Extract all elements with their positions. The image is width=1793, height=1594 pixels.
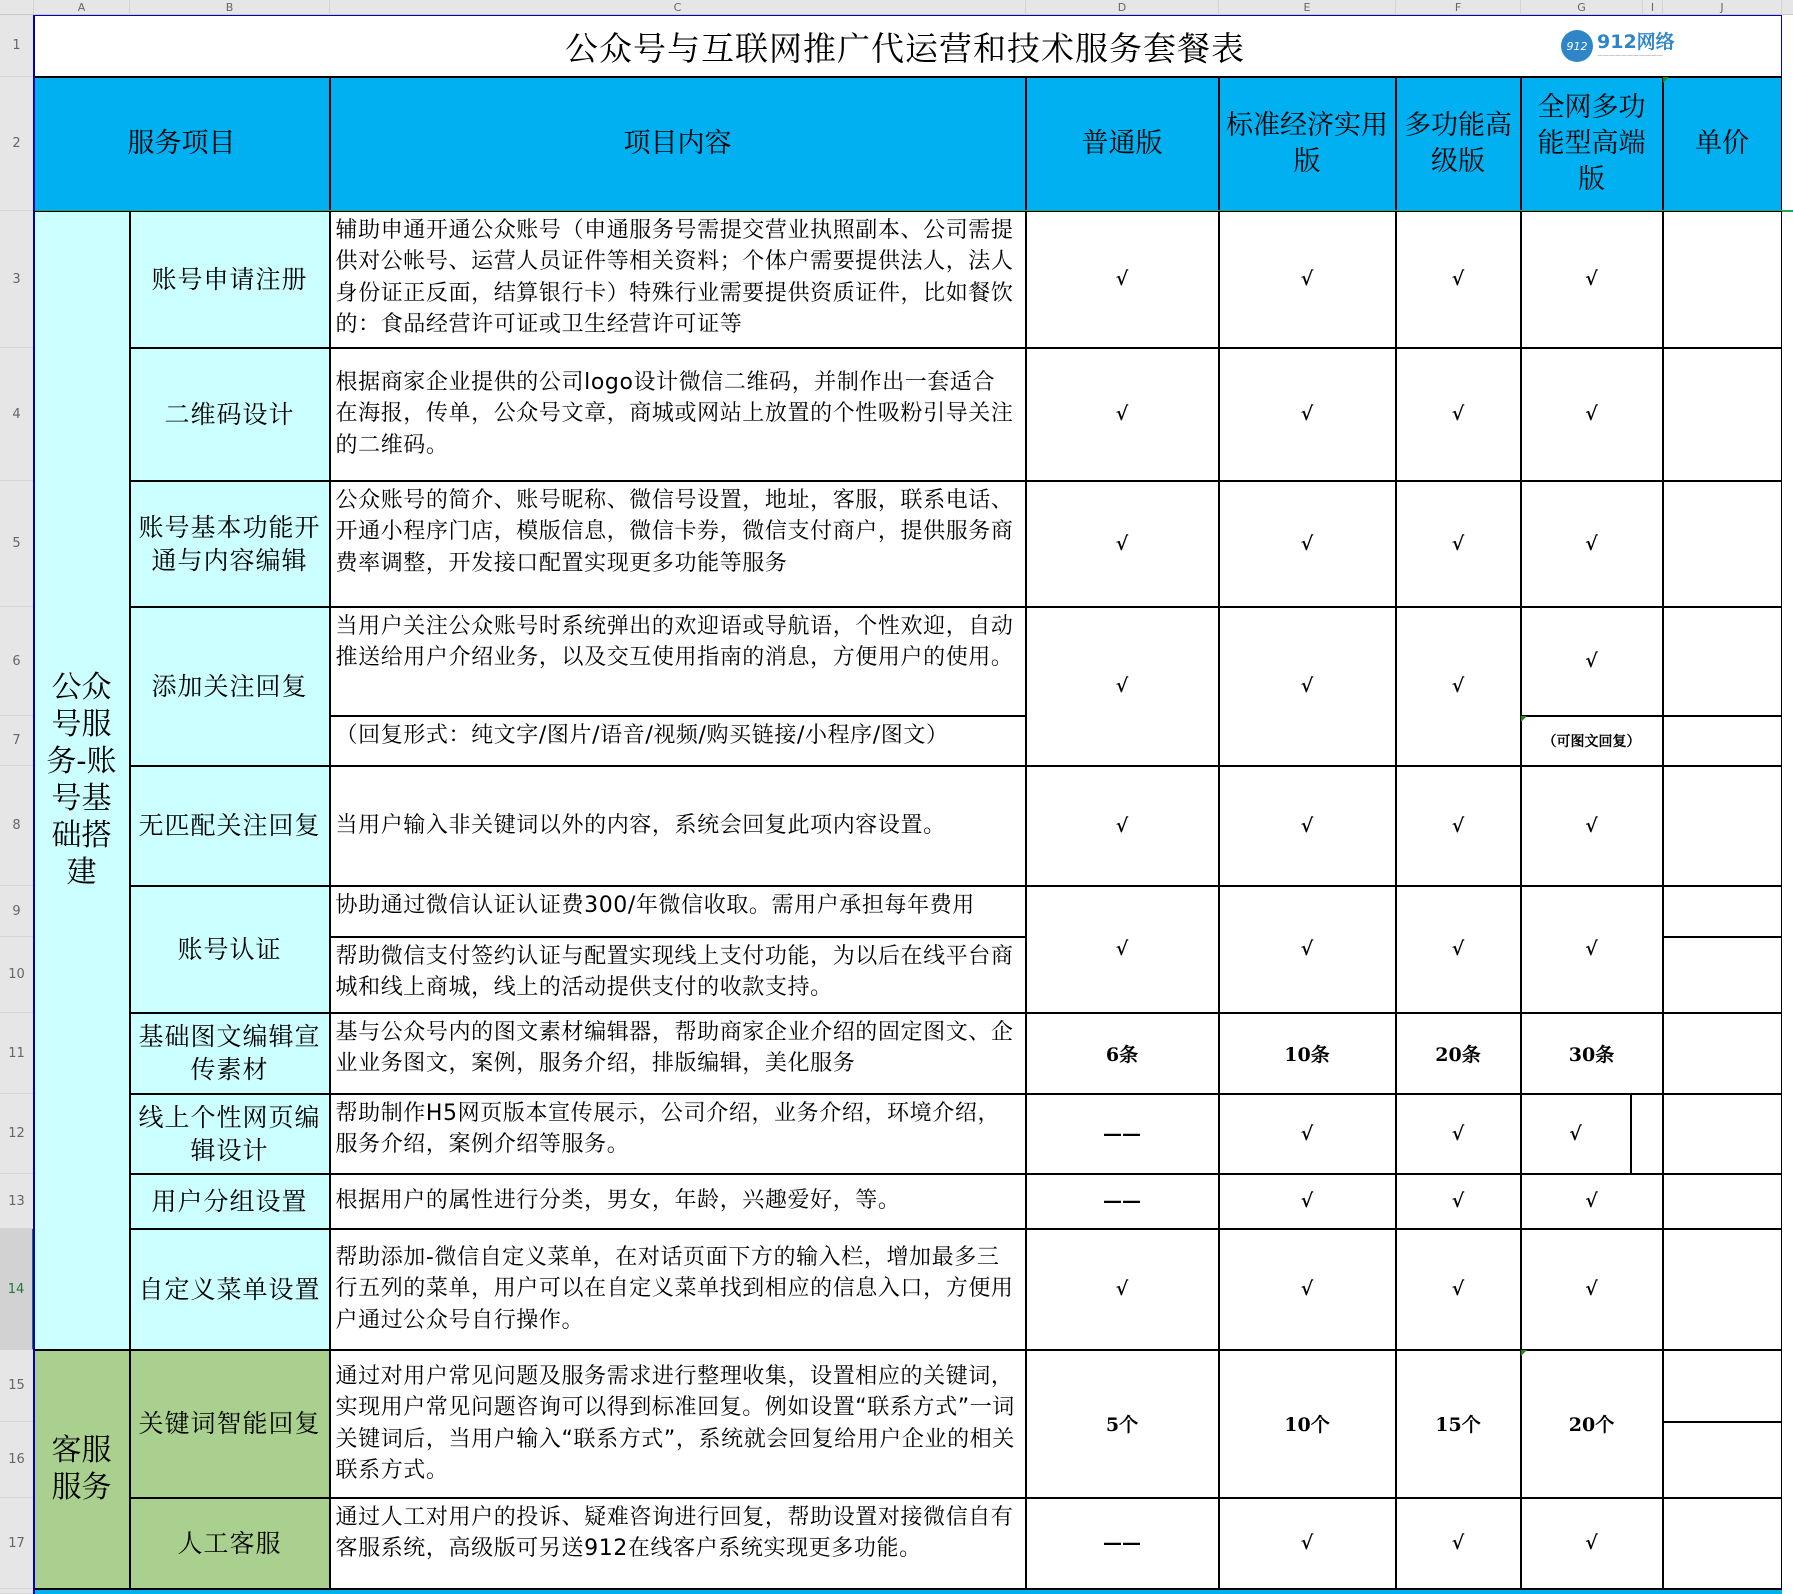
header-unit-price[interactable]	[1663, 77, 1782, 211]
price-cell[interactable]	[1663, 766, 1782, 886]
row-header-13[interactable]: 13	[0, 1174, 34, 1229]
item-desc-qr-design[interactable]	[330, 348, 1026, 481]
check-icon: √	[1300, 938, 1314, 960]
check-icon: √	[1451, 1122, 1465, 1145]
item-desc-basic-articles[interactable]	[330, 1013, 1026, 1094]
value-cell[interactable]	[1219, 481, 1396, 607]
value-cell[interactable]	[1026, 607, 1219, 766]
row-header-7[interactable]: 7	[0, 716, 34, 766]
value-cell[interactable]	[1396, 481, 1521, 607]
value-cell[interactable]	[1219, 211, 1396, 348]
check-icon: √	[1115, 403, 1129, 425]
value-cell[interactable]	[1396, 348, 1521, 481]
value-cell[interactable]	[1521, 1229, 1663, 1350]
check-icon: √	[1300, 675, 1314, 697]
item-desc-manual-service[interactable]	[330, 1498, 1026, 1589]
column-header-filler	[1782, 0, 1793, 15]
value-cell[interactable]	[1521, 1013, 1663, 1094]
item-desc-text: （回复形式：纯文字/图片/语音/视频/购买链接/小程序/图文）	[335, 722, 949, 748]
item-name-account-verification[interactable]	[130, 886, 330, 1013]
check-icon: √	[1451, 814, 1465, 837]
item-name-account-registration[interactable]	[130, 211, 330, 348]
check-icon: √	[1300, 814, 1314, 837]
item-name-h5-page[interactable]	[130, 1094, 330, 1174]
check-icon: √	[1451, 403, 1465, 425]
dash-icon: ——	[1103, 1190, 1141, 1212]
row-header-1[interactable]: 1	[0, 15, 34, 77]
item-name-basic-functions[interactable]	[130, 481, 330, 607]
quantity-value: 5个	[1105, 1414, 1139, 1436]
value-cell[interactable]	[1219, 1350, 1396, 1498]
check-icon: √	[1300, 1190, 1314, 1212]
value-cell[interactable]	[1219, 886, 1396, 1013]
item-desc-text: 根据用户的属性进行分类，男女，年龄，兴趣爱好，等。	[335, 1188, 901, 1214]
value-cell[interactable]	[1219, 1229, 1396, 1350]
item-name-label: 线上个性网页编辑设计	[138, 1102, 321, 1165]
value-cell[interactable]	[1396, 1498, 1521, 1589]
check-icon: √	[1585, 403, 1598, 425]
item-name-keyword-reply[interactable]	[130, 1350, 330, 1498]
value-cell[interactable]	[1396, 1174, 1521, 1229]
value-cell[interactable]	[1219, 1013, 1396, 1094]
header-plan-standard-label: 标准经济实用版	[1226, 109, 1388, 177]
quantity-value: 15个	[1435, 1414, 1481, 1436]
header-plan-basic[interactable]	[1026, 77, 1219, 211]
item-name-label: 账号基本功能开通与内容编辑	[138, 512, 321, 575]
group-customer-service-label: 客服服务	[51, 1433, 112, 1505]
row-header-18[interactable]	[0, 1589, 34, 1594]
price-cell[interactable]	[1663, 1174, 1782, 1229]
column-header-g[interactable]: G	[1521, 0, 1643, 15]
item-name-label: 关键词智能回复	[138, 1409, 321, 1438]
header-plan-basic-label: 普通版	[1081, 127, 1163, 159]
check-icon: √	[1585, 1532, 1598, 1554]
column-header-f[interactable]: F	[1396, 0, 1521, 15]
price-cell[interactable]	[1663, 886, 1782, 937]
check-icon: √	[1115, 675, 1129, 697]
dash-icon: ——	[1103, 1532, 1141, 1554]
row-header-14[interactable]: 14	[0, 1229, 34, 1350]
column-header-c[interactable]: C	[330, 0, 1026, 15]
item-desc-text: 帮助添加-微信自定义菜单，在对话页面下方的输入栏，增加最多三行五列的菜单，用户可以在自定义菜单找到相应的信息入口，方便用户通过公众号自行操作。	[335, 1244, 1014, 1333]
item-desc-text: 辅助申通开通公众账号（申通服务号需提交营业执照副本、公司需提供对公帐号、运营人员证件等相关资料；个体户需要提供法人，法人身份证正反面，结算银行卡）特殊行业需要提供资质证件，比如餐饮的：食品经营许可证或卫生经营许可证等	[335, 217, 1014, 337]
check-icon: √	[1585, 1190, 1598, 1212]
price-cell[interactable]	[1663, 1350, 1782, 1422]
column-header-a[interactable]: A	[34, 0, 130, 15]
group-account-setup[interactable]	[34, 211, 130, 1350]
check-icon: √	[1585, 532, 1598, 555]
logo-mark-icon: 912	[1561, 30, 1593, 62]
item-name-label: 二维码设计	[164, 399, 295, 429]
check-icon: √	[1115, 1278, 1129, 1300]
value-cell[interactable]	[1219, 607, 1396, 766]
price-cell[interactable]	[1663, 348, 1782, 481]
header-content-label: 项目内容	[623, 127, 732, 159]
price-cell[interactable]	[1663, 937, 1782, 1013]
value-cell[interactable]	[1521, 1094, 1631, 1174]
value-cell[interactable]	[1219, 1498, 1396, 1589]
dash-icon: ——	[1103, 1122, 1141, 1145]
comment-indicator-icon	[1521, 1350, 1527, 1356]
value-cell[interactable]	[1026, 1174, 1219, 1229]
check-icon: √	[1300, 1532, 1314, 1554]
check-icon: √	[1451, 532, 1465, 555]
value-cell[interactable]	[1521, 481, 1663, 607]
item-name-label: 账号申请注册	[151, 264, 308, 294]
value-cell[interactable]	[1521, 348, 1663, 481]
check-icon: √	[1115, 938, 1129, 960]
header-content[interactable]	[330, 77, 1026, 211]
row-header-9[interactable]: 9	[0, 886, 34, 937]
value-cell[interactable]	[1396, 607, 1521, 766]
value-cell[interactable]	[1521, 1350, 1663, 1498]
value-cell[interactable]	[1026, 348, 1219, 481]
quantity-value: 20条	[1435, 1043, 1481, 1066]
item-desc-text: 根据商家企业提供的公司logo设计微信二维码，并制作出一套适合在海报，传单，公众号文章，商城或网站上放置的个性吸粉引导关注的二维码。	[335, 369, 1014, 458]
price-cell[interactable]	[1663, 1094, 1782, 1174]
row-header-12[interactable]: 12	[0, 1094, 34, 1174]
check-icon: √	[1451, 1190, 1465, 1212]
quantity-value: 30条	[1568, 1043, 1615, 1066]
value-cell[interactable]	[1026, 1094, 1219, 1174]
item-desc-text: 当用户输入非关键词以外的内容，系统会回复此项内容设置。	[335, 812, 946, 838]
check-icon: √	[1569, 1122, 1582, 1145]
row-header-15[interactable]: 15	[0, 1350, 34, 1422]
item-name-label: 用户分组设置	[151, 1186, 308, 1216]
row-header-8[interactable]: 8	[0, 766, 34, 886]
quantity-value: 6条	[1105, 1043, 1139, 1066]
column-header-i[interactable]: I	[1643, 0, 1663, 15]
item-desc-account-registration[interactable]	[330, 211, 1026, 348]
item-desc-keyword-reply[interactable]	[330, 1350, 1026, 1498]
item-name-label: 账号认证	[177, 934, 282, 964]
group-account-setup-label: 公众号服务-账号基础搭建	[46, 670, 117, 890]
item-desc-basic-functions[interactable]	[330, 481, 1026, 607]
value-cell[interactable]	[1396, 886, 1521, 1013]
item-name-label: 自定义菜单设置	[138, 1274, 321, 1304]
price-cell[interactable]	[1663, 716, 1782, 766]
check-icon: √	[1300, 532, 1314, 555]
value-cell[interactable]	[1396, 1013, 1521, 1094]
item-name-basic-articles[interactable]	[130, 1013, 330, 1094]
value-cell[interactable]	[1521, 607, 1663, 716]
value-cell[interactable]	[1396, 1094, 1521, 1174]
check-icon: √	[1585, 938, 1598, 960]
next-row-band	[34, 1589, 1782, 1594]
check-icon: √	[1300, 268, 1314, 290]
item-name-no-match-reply[interactable]	[130, 766, 330, 886]
value-cell[interactable]	[1219, 1094, 1396, 1174]
price-cell[interactable]	[1663, 1422, 1782, 1498]
row-header-10[interactable]: 10	[0, 937, 34, 1013]
note-cell[interactable]	[1521, 716, 1663, 766]
column-header-j[interactable]: J	[1663, 0, 1782, 15]
item-name-follow-reply[interactable]	[130, 607, 330, 766]
header-plan-standard[interactable]	[1219, 77, 1396, 211]
header-plan-advanced[interactable]	[1396, 77, 1521, 211]
price-cell[interactable]	[1663, 1229, 1782, 1350]
title-cell[interactable]	[330, 15, 1480, 77]
value-cell[interactable]	[1521, 1174, 1663, 1229]
item-name-user-groups[interactable]	[130, 1174, 330, 1229]
check-icon: √	[1585, 268, 1598, 290]
header-plan-advanced-label: 多功能高级版	[1404, 109, 1512, 177]
check-icon: √	[1585, 650, 1598, 672]
comment-indicator-icon	[1663, 77, 1669, 83]
item-name-manual-service[interactable]	[130, 1498, 330, 1589]
value-cell[interactable]	[1026, 211, 1219, 348]
value-cell[interactable]	[1396, 211, 1521, 348]
item-desc-text: 当用户关注公众账号时系统弹出的欢迎语或导航语，个性欢迎，自动推送给用户介绍业务，以及交互使用指南的消息，方便用户的使用。	[335, 613, 1014, 670]
item-desc-account-verification[interactable]	[330, 886, 1026, 937]
row-header-4[interactable]: 4	[0, 348, 34, 481]
item-desc-text: 公众账号的简介、账号昵称、微信号设置，地址，客服，联系电话、开通小程序门店，模版信息，微信卡券，微信支付商户，提供服务商费率调整，开发接口配置实现更多功能等服务	[335, 487, 1014, 576]
check-icon: √	[1300, 403, 1314, 425]
row-header-3[interactable]: 3	[0, 211, 34, 348]
value-cell[interactable]	[1026, 766, 1219, 886]
extra-cell[interactable]	[1631, 1094, 1663, 1174]
item-desc-text: 帮助微信支付签约认证与配置实现线上支付功能，为以后在线平台商城和线上商城，线上的活动提供支付的收款支持。	[335, 943, 1014, 1000]
item-name-label: 添加关注回复	[151, 671, 308, 701]
check-icon: √	[1585, 1278, 1598, 1300]
page-title: 公众号与互联网推广代运营和技术服务套餐表	[565, 28, 1245, 68]
row-header-2[interactable]: 2	[0, 77, 34, 211]
quantity-value: 10条	[1284, 1043, 1330, 1066]
column-header-b[interactable]: B	[130, 0, 330, 15]
column-header-e[interactable]: E	[1219, 0, 1396, 15]
check-icon: √	[1300, 1278, 1314, 1300]
value-cell[interactable]	[1026, 1013, 1219, 1094]
item-desc-follow-reply-format[interactable]	[330, 716, 1026, 766]
item-desc-follow-reply[interactable]	[330, 607, 1026, 716]
value-cell[interactable]	[1219, 348, 1396, 481]
row-header-11[interactable]: 11	[0, 1013, 34, 1094]
check-icon: √	[1451, 1532, 1465, 1554]
check-icon: √	[1585, 814, 1598, 837]
item-desc-no-match-reply[interactable]	[330, 766, 1026, 886]
value-cell[interactable]	[1396, 766, 1521, 886]
item-name-custom-menu[interactable]	[130, 1229, 330, 1350]
row-header-17[interactable]: 17	[0, 1498, 34, 1589]
item-desc-h5-page[interactable]	[330, 1094, 1026, 1174]
quantity-value: 20个	[1568, 1414, 1615, 1436]
header-plan-premium-label: 全网多功能型高端版	[1537, 91, 1646, 195]
item-desc-custom-menu[interactable]	[330, 1229, 1026, 1350]
row-header-6[interactable]: 6	[0, 607, 34, 716]
price-cell[interactable]	[1663, 1498, 1782, 1589]
item-desc-text: 通过对用户常见问题及服务需求进行整理收集，设置相应的关键词，实现用户常见问题咨询可以得到标准回复。例如设置“联系方式”一词关键词后，当用户输入“联系方式”，系统就会回复给用户企业的相关联系方式。	[335, 1363, 1015, 1483]
check-icon: √	[1451, 1278, 1465, 1300]
item-name-label: 无匹配关注回复	[138, 811, 321, 840]
item-desc-payment-verification[interactable]	[330, 937, 1026, 1013]
logo-text: 912网络	[1597, 31, 1675, 53]
item-name-label: 基础图文编辑宣传素材	[138, 1022, 321, 1084]
value-cell[interactable]	[1521, 1498, 1663, 1589]
item-desc-text: 帮助制作H5网页版本宣传展示，公司介绍，业务介绍，环境介绍，服务介绍，案例介绍等服务。	[335, 1100, 1001, 1157]
logo-subtext: ———————————	[1597, 52, 1663, 59]
price-cell[interactable]	[1663, 211, 1782, 348]
item-name-label: 人工客服	[177, 1528, 282, 1558]
check-icon: √	[1115, 814, 1129, 837]
item-desc-text: 协助通过微信认证认证费300/年微信收取。需用户承担每年费用	[335, 892, 975, 918]
item-desc-text: 通过人工对用户的投诉、疑难咨询进行回复，帮助设置对接微信自有客服系统，高级版可另送912在线客户系统实现更多功能。	[335, 1504, 1014, 1561]
price-cell[interactable]	[1663, 481, 1782, 607]
header-unit-price-label: 单价	[1695, 127, 1749, 159]
item-desc-user-groups[interactable]	[330, 1174, 1026, 1229]
group-customer-service[interactable]	[34, 1350, 130, 1589]
value-cell[interactable]	[1521, 766, 1663, 886]
sheet-left-border	[33, 15, 35, 1594]
item-name-qr-design[interactable]	[130, 348, 330, 481]
value-cell[interactable]	[1026, 1498, 1219, 1589]
value-cell[interactable]	[1026, 1229, 1219, 1350]
value-cell[interactable]	[1521, 211, 1663, 348]
check-icon: √	[1451, 268, 1465, 290]
check-icon: √	[1300, 1122, 1314, 1145]
check-icon: √	[1115, 532, 1129, 555]
value-cell[interactable]	[1219, 1174, 1396, 1229]
value-cell[interactable]	[1219, 766, 1396, 886]
column-header-d[interactable]: D	[1026, 0, 1219, 15]
price-cell[interactable]	[1663, 1013, 1782, 1094]
row-header-5[interactable]: 5	[0, 481, 34, 607]
header-service-item[interactable]	[34, 77, 330, 211]
note-text: （可图文回复）	[1542, 733, 1641, 750]
value-cell[interactable]	[1521, 886, 1663, 1013]
value-cell[interactable]	[1026, 1350, 1219, 1498]
check-icon: √	[1115, 268, 1129, 290]
select-all-corner[interactable]	[0, 0, 34, 15]
quantity-value: 10个	[1284, 1414, 1330, 1436]
comment-indicator-icon	[1521, 716, 1527, 722]
value-cell[interactable]	[1396, 1350, 1521, 1498]
item-desc-text: 基与公众号内的图文素材编辑器，帮助商家企业介绍的固定图文、企业业务图文，案例，服务介绍，排版编辑，美化服务	[335, 1019, 1014, 1076]
value-cell[interactable]	[1396, 1229, 1521, 1350]
company-logo	[1561, 28, 1675, 64]
header-plan-premium[interactable]	[1521, 77, 1663, 211]
row-header-16[interactable]: 16	[0, 1422, 34, 1498]
value-cell[interactable]	[1026, 886, 1219, 1013]
price-cell[interactable]	[1663, 607, 1782, 716]
check-icon: √	[1451, 675, 1465, 697]
header-service-item-label: 服务项目	[127, 127, 236, 159]
check-icon: √	[1451, 938, 1465, 960]
value-cell[interactable]	[1026, 481, 1219, 607]
